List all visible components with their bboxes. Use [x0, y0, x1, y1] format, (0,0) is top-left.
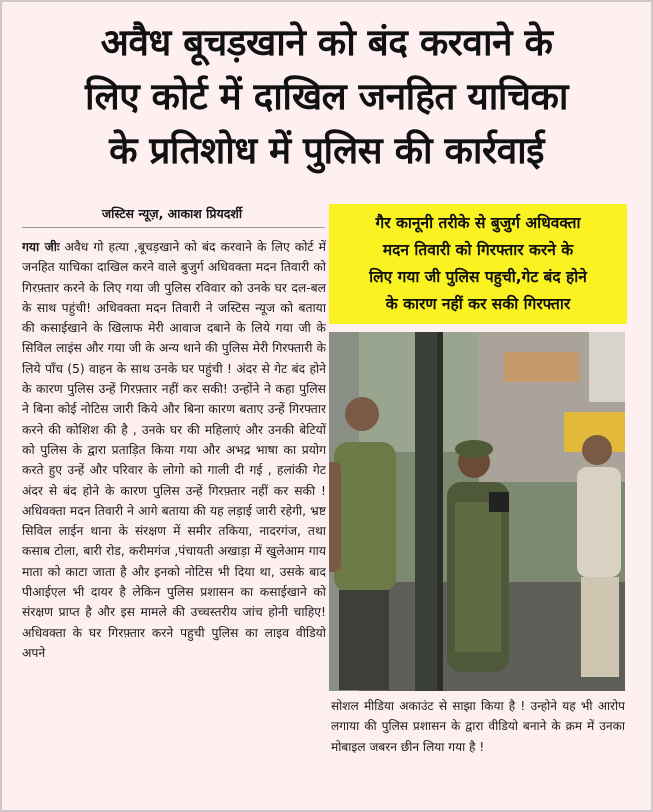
byline: जस्टिस न्यूज़, आकाश प्रियदर्शी: [101, 206, 243, 221]
photo-caption: [331, 696, 625, 786]
headline-line-3: के प्रतिशोध में पुलिस की कार्रवाई: [109, 129, 544, 172]
highlight-line-2: मदन तिवारी को गिरफ्तार करने के: [382, 241, 574, 259]
photo-caption-text: सोशल मीडिया अकाउंट से साझा किया है ! उन्होने यह भी आरोप लगाया की पुलिस प्रशासन के द्वारा वीडियो बनाने के क्रम में उनका मोबाइल जबरन छीन लिया गया है !: [331, 699, 625, 754]
police-at-gate-photo: [329, 332, 625, 691]
highlight-line-3: लिए गया जी पुलिस पहुची,गेट बंद होने: [369, 268, 587, 286]
highlight-line-4: के कारण नहीं कर सकी गिरफ्तार: [385, 295, 571, 313]
headline-line-2: लिए कोर्ट में दाखिल जनहित याचिका: [85, 75, 568, 118]
highlight-line-1: गैर कानूनी तरीके से बुजुर्ग अधिवक्ता: [375, 214, 581, 232]
article-body: [22, 237, 326, 785]
byline-divider: [22, 227, 325, 228]
article-paragraph: [22, 237, 326, 663]
news-photo: [329, 332, 625, 691]
headline: [10, 16, 643, 178]
highlight-box: [329, 204, 627, 324]
headline-line-1: अवैध बूचड़खाने को बंद करवाने के: [100, 21, 553, 64]
article-text: अवैध गो हत्या ,बूचड़खाने को बंद करवाने के लिए कोर्ट में जनहित याचिका दाखिल करने वाले बुजुर्ग अधिवक्ता मदन तिवारी को गिरफ़्तार करने के लिए गया जी पुलिस रविवार को उनके घर दल-बल के साथ पहुंची! अधिवक्ता मदन तिवारी ने जस्टिस न्यूज को बताया की कसाईखाने के खिलाफ मेरी आवाज दबाने के लिये गया जी के सिविल लाइंस और गया जी के अन्य थाने की पुलिस मेरी गिरफ्तारी के लिये पाँच (5) वाहन के साथ उनके घर पहुंची ! अंदर से गेट बंद होने के कारण पुलिस उन्हें गिरफ़्तार नहीं कर सकी! उन्होंने ने कहा पुलिस ने बिना कोई नोटिस जारी किये और बिना कारण बताए उन्हें गिरफ्तार करने की कोशिश की है , उनके घर की महिलाएं और उनकी बेटियों को पुलिस के द्वारा प्रताड़ित किया गया और अभद्र भाषा का प्रयोग करते हुए उन्हें और परिवार के लोगो को गाली दी गई , हलांकी गेट अंदर से बंद होने के कारण पुलिस उन्हें गिरफ़्तार नहीं कर सकी ! अधिवक्ता मदन तिवारी ने आगे बताया की यह लड़ाई जारी रहेगी, भ्रष्ट सिविल लाईन थाना के संरक्षण में समीर तकिया, नादरगंज, तथा कसाब टोला, बारी रोड, करीमगंज ,पंचायती अखाड़ा में खुलेआम गाय माता को काटा जाता है और इनको नोटिस भी दिया था, उसके बाद पीआईएल भी दायर है लेकिन पुलिस प्रशासन का कसाईखाने को संरक्षण प्राप्त है और इस मामले की उच्चस्तरीय जांच होनी चाहिए! अधिवक्ता के घर गिरफ़्तार करने पहुची पुलिस का लाइव वीडियो अपने: [22, 240, 326, 660]
dateline: गया जीः: [22, 240, 60, 254]
